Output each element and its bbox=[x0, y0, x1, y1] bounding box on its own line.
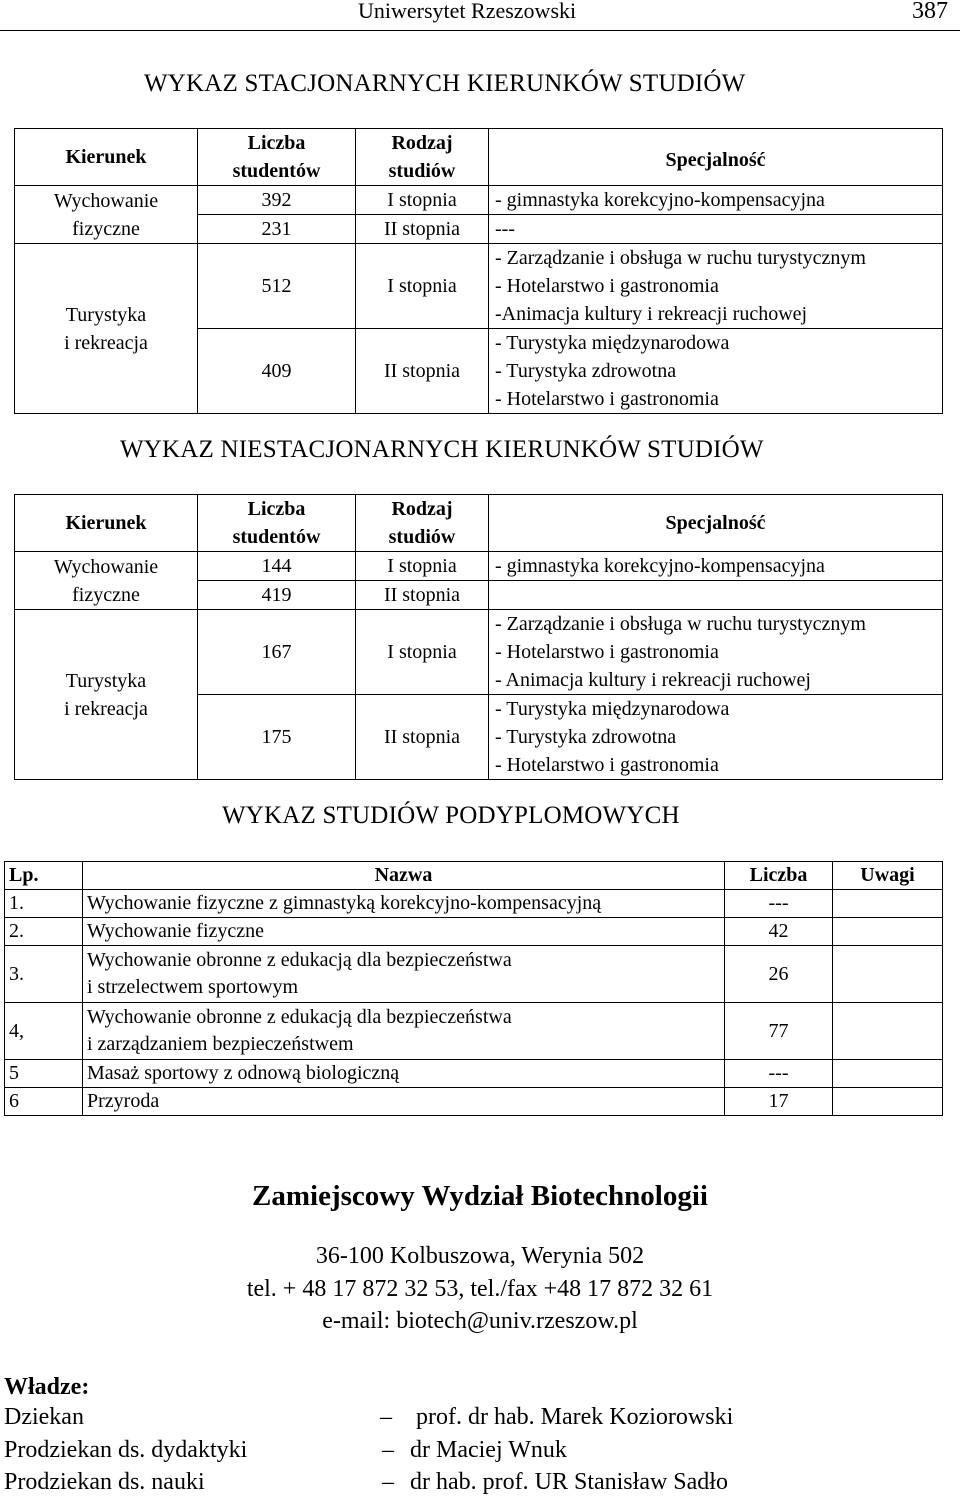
col-kierunek: Kierunek bbox=[15, 129, 198, 186]
col-specjalnosc: Specjalność bbox=[489, 495, 943, 552]
notes-cell bbox=[833, 890, 943, 918]
running-header-title: Uniwersytet Rzeszowski bbox=[358, 0, 577, 23]
nonstationary-section-title: WYKAZ NIESTACJONARNYCH KIERUNKÓW STUDIÓW bbox=[120, 436, 764, 463]
faculty-phone: tel. + 48 17 872 32 53, tel./fax +48 17 872 32 61 bbox=[246, 1276, 714, 1302]
spec-cell: - gimnastyka korekcyjno-kompensacyjna bbox=[489, 186, 943, 215]
col-nazwa: Nazwa bbox=[83, 862, 725, 890]
lp-cell: 2. bbox=[5, 918, 83, 946]
count-cell: --- bbox=[725, 1060, 833, 1088]
lp-cell: 4, bbox=[5, 1003, 83, 1060]
count-cell: 409 bbox=[198, 329, 356, 414]
notes-cell bbox=[833, 946, 943, 1003]
table-row bbox=[15, 186, 943, 215]
postgraduate-table bbox=[4, 861, 943, 1116]
name-cell: Wychowanie fizyczne z gimnastyką korekcyjno-kompensacyjną bbox=[83, 890, 725, 918]
col-liczba: Liczba bbox=[725, 862, 833, 890]
lp-cell: 5 bbox=[5, 1060, 83, 1088]
notes-cell bbox=[833, 918, 943, 946]
kierunek-cell: Turystyka i rekreacja bbox=[15, 244, 198, 414]
nonstationary-table bbox=[14, 494, 943, 780]
lp-cell: 1. bbox=[5, 890, 83, 918]
table-row bbox=[15, 552, 943, 581]
type-cell: I stopnia bbox=[356, 186, 489, 215]
table-row bbox=[5, 918, 943, 946]
type-cell: I stopnia bbox=[356, 610, 489, 695]
authority-person: dr hab. prof. UR Stanisław Sadło bbox=[410, 1469, 728, 1495]
notes-cell bbox=[833, 1060, 943, 1088]
count-cell: 42 bbox=[725, 918, 833, 946]
table-header-row bbox=[5, 862, 943, 890]
col-rodzaj: Rodzaj studiów bbox=[356, 495, 489, 552]
table-row bbox=[5, 1003, 943, 1060]
col-specjalnosc: Specjalność bbox=[489, 129, 943, 186]
kierunek-cell: Wychowanie fizyczne bbox=[15, 186, 198, 244]
kierunek-cell: Turystyka i rekreacja bbox=[15, 610, 198, 780]
spec-cell: --- bbox=[489, 215, 943, 244]
type-cell: I stopnia bbox=[356, 552, 489, 581]
name-cell: Masaż sportowy z odnową biologiczną bbox=[83, 1060, 725, 1088]
count-cell: 144 bbox=[198, 552, 356, 581]
count-cell: 392 bbox=[198, 186, 356, 215]
authority-dash: – bbox=[382, 1437, 394, 1463]
authority-person: prof. dr hab. Marek Koziorowski bbox=[416, 1404, 734, 1430]
count-cell: 512 bbox=[198, 244, 356, 329]
table-header-row bbox=[15, 129, 943, 186]
authority-person: dr Maciej Wnuk bbox=[410, 1437, 567, 1463]
stationary-section-title: WYKAZ STACJONARNYCH KIERUNKÓW STUDIÓW bbox=[144, 70, 746, 97]
header-divider bbox=[0, 30, 960, 31]
authorities-heading: Władze: bbox=[4, 1374, 90, 1400]
table-header-row bbox=[15, 495, 943, 552]
authority-dash: – bbox=[380, 1404, 392, 1430]
col-uwagi: Uwagi bbox=[833, 862, 943, 890]
spec-cell: - Zarządzanie i obsługa w ruchu turystycznym - Hotelarstwo i gastronomia -Animacja kultury i rekreacji ruchowej bbox=[489, 244, 943, 329]
type-cell: II stopnia bbox=[356, 695, 489, 780]
faculty-address: 36-100 Kolbuszowa, Werynia 502 bbox=[315, 1243, 645, 1269]
lp-cell: 6 bbox=[5, 1088, 83, 1116]
count-cell: 231 bbox=[198, 215, 356, 244]
type-cell: II stopnia bbox=[356, 581, 489, 610]
count-cell: 26 bbox=[725, 946, 833, 1003]
name-cell: Wychowanie fizyczne bbox=[83, 918, 725, 946]
col-lp: Lp. bbox=[5, 862, 83, 890]
name-cell: Wychowanie obronne z edukacją dla bezpieczeństwa i zarządzaniem bezpieczeństwem bbox=[83, 1003, 725, 1060]
count-cell: 17 bbox=[725, 1088, 833, 1116]
col-liczba: Liczba studentów bbox=[198, 495, 356, 552]
table-row bbox=[5, 946, 943, 1003]
count-cell: 167 bbox=[198, 610, 356, 695]
table-row bbox=[15, 244, 943, 329]
spec-cell: - gimnastyka korekcyjno-kompensacyjna bbox=[489, 552, 943, 581]
col-kierunek: Kierunek bbox=[15, 495, 198, 552]
col-liczba: Liczba studentów bbox=[198, 129, 356, 186]
type-cell: II stopnia bbox=[356, 215, 489, 244]
count-cell: --- bbox=[725, 890, 833, 918]
kierunek-cell: Wychowanie fizyczne bbox=[15, 552, 198, 610]
notes-cell bbox=[833, 1088, 943, 1116]
type-cell: II stopnia bbox=[356, 329, 489, 414]
authority-role: Dziekan bbox=[4, 1404, 84, 1430]
name-cell: Przyroda bbox=[83, 1088, 725, 1116]
table-row bbox=[5, 1088, 943, 1116]
authority-dash: – bbox=[382, 1469, 394, 1495]
page-number: 387 bbox=[912, 0, 948, 24]
col-rodzaj: Rodzaj studiów bbox=[356, 129, 489, 186]
spec-cell bbox=[489, 581, 943, 610]
table-row bbox=[15, 610, 943, 695]
table-row bbox=[5, 890, 943, 918]
count-cell: 77 bbox=[725, 1003, 833, 1060]
spec-cell: - Turystyka międzynarodowa - Turystyka zdrowotna - Hotelarstwo i gastronomia bbox=[489, 329, 943, 414]
count-cell: 419 bbox=[198, 581, 356, 610]
postgraduate-section-title: WYKAZ STUDIÓW PODYPLOMOWYCH bbox=[222, 802, 680, 829]
name-cell: Wychowanie obronne z edukacją dla bezpieczeństwa i strzelectwem sportowym bbox=[83, 946, 725, 1003]
authority-role: Prodziekan ds. dydaktyki bbox=[4, 1437, 248, 1463]
faculty-email: e-mail: biotech@univ.rzeszow.pl bbox=[322, 1308, 638, 1334]
count-cell: 175 bbox=[198, 695, 356, 780]
faculty-title: Zamiejscowy Wydział Biotechnologii bbox=[252, 1180, 708, 1212]
type-cell: I stopnia bbox=[356, 244, 489, 329]
table-row bbox=[5, 1060, 943, 1088]
lp-cell: 3. bbox=[5, 946, 83, 1003]
spec-cell: - Zarządzanie i obsługa w ruchu turystycznym - Hotelarstwo i gastronomia - Animacja kultury i rekreacji ruchowej bbox=[489, 610, 943, 695]
authority-role: Prodziekan ds. nauki bbox=[4, 1469, 205, 1495]
notes-cell bbox=[833, 1003, 943, 1060]
spec-cell: - Turystyka międzynarodowa - Turystyka zdrowotna - Hotelarstwo i gastronomia bbox=[489, 695, 943, 780]
stationary-table bbox=[14, 128, 943, 414]
